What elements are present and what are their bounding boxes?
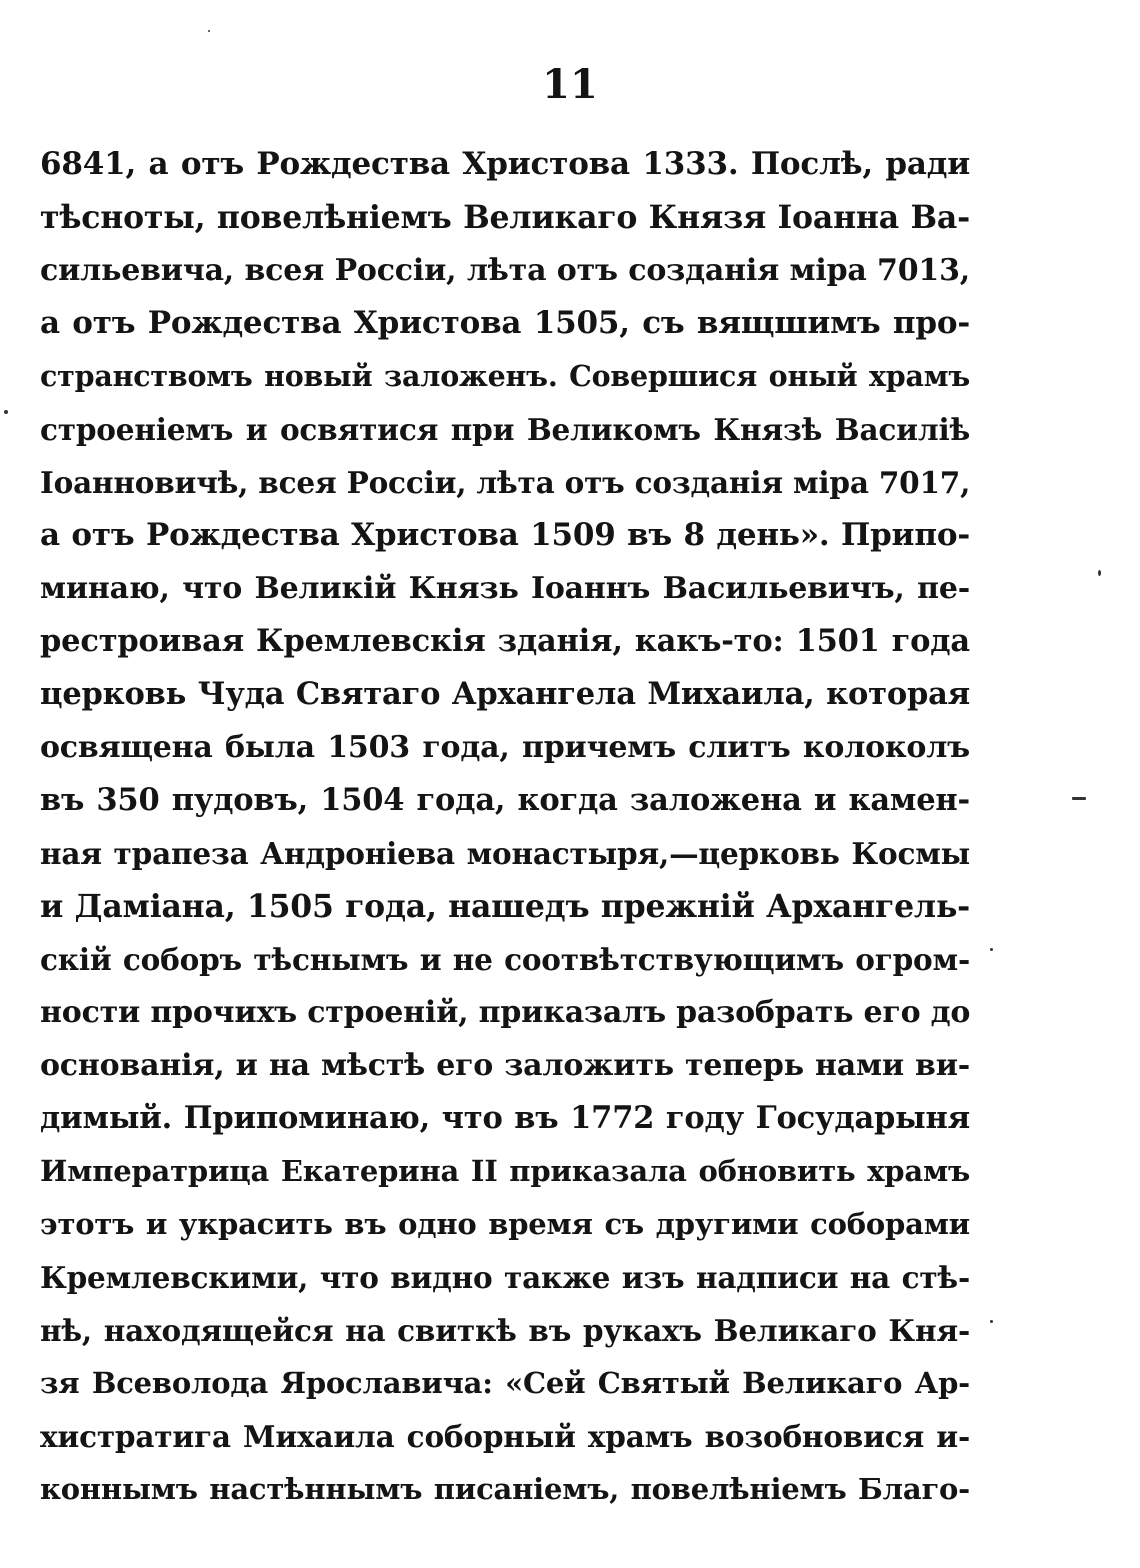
text-line: сильевича, всея Россіи, лѣта отъ созданія міра 7013,: [40, 253, 970, 288]
text-line: скій соборъ тѣснымъ и не соотвѣтствующимъ огром-: [40, 942, 970, 977]
body-text: [40, 138, 970, 1516]
scan-speck: [208, 30, 210, 32]
scan-speck: [990, 948, 993, 951]
text-line: тѣсноты, повелѣніемъ Великаго Князя Іоанна Ва-: [40, 199, 970, 236]
text-line: Императрица Екатерина II приказала обновить храмъ: [40, 1154, 970, 1188]
text-line: 6841, а отъ Рождества Христова 1333. Послѣ, ради: [40, 146, 970, 182]
text-line: въ 350 пудовъ, 1504 года, когда заложена и камен-: [40, 782, 970, 818]
text-line: и Даміана, 1505 года, нашедъ прежній Архангель-: [40, 888, 970, 925]
text-line: строеніемъ и освятися при Великомъ Князѣ Василіѣ: [40, 412, 970, 447]
text-line: основанія, и на мѣстѣ его заложить теперь нами ви-: [40, 1048, 970, 1083]
text-line: ная трапеза Андроніева монастыря,—церковь Космы: [40, 836, 970, 871]
text-line: а отъ Рождества Христова 1509 въ 8 день». Припо-: [40, 517, 970, 553]
scan-speck: [1098, 570, 1101, 576]
text-line: димый. Припоминаю, что въ 1772 году Государыня: [40, 1100, 970, 1136]
text-line: минаю, что Великій Князь Іоаннъ Васильевичъ, пе-: [40, 571, 970, 606]
text-line: рестроивая Кремлевскія зданія, какъ-то: 1501 года: [40, 623, 970, 659]
page-number: 11: [542, 61, 598, 108]
scan-speck: [4, 410, 8, 414]
text-line: коннымъ настѣннымъ писаніемъ, повелѣніемъ Благо-: [40, 1472, 970, 1506]
text-line: освящена была 1503 года, причемъ слитъ колоколъ: [40, 730, 970, 765]
scan-speck: [1072, 797, 1086, 800]
text-line: хистратига Михаила соборный храмъ возобновися и-: [40, 1419, 970, 1454]
scan-speck: [990, 1320, 993, 1323]
text-line: странствомъ новый заложенъ. Совершися оный храмъ: [40, 359, 970, 393]
text-line: Іоанновичѣ, всея Россіи, лѣта отъ созданія міра 7017,: [40, 465, 971, 500]
text-line: этотъ и украсить въ одно время съ другими соборами: [40, 1207, 970, 1241]
text-line: нѣ, находящейся на свиткѣ въ рукахъ Великаго Кня-: [40, 1313, 970, 1348]
text-line: зя Всеволода Ярославича: «Сей Святый Великаго Ар-: [40, 1366, 970, 1400]
text-line: ности прочихъ строеній, приказалъ разобрать его до: [40, 995, 971, 1030]
text-line: а отъ Рождества Христова 1505, съ вящшимъ про-: [40, 305, 970, 341]
text-line: церковь Чуда Святаго Архангела Михаила, которая: [40, 676, 970, 712]
text-line: Кремлевскими, что видно также изъ надписи на стѣ-: [40, 1260, 970, 1295]
